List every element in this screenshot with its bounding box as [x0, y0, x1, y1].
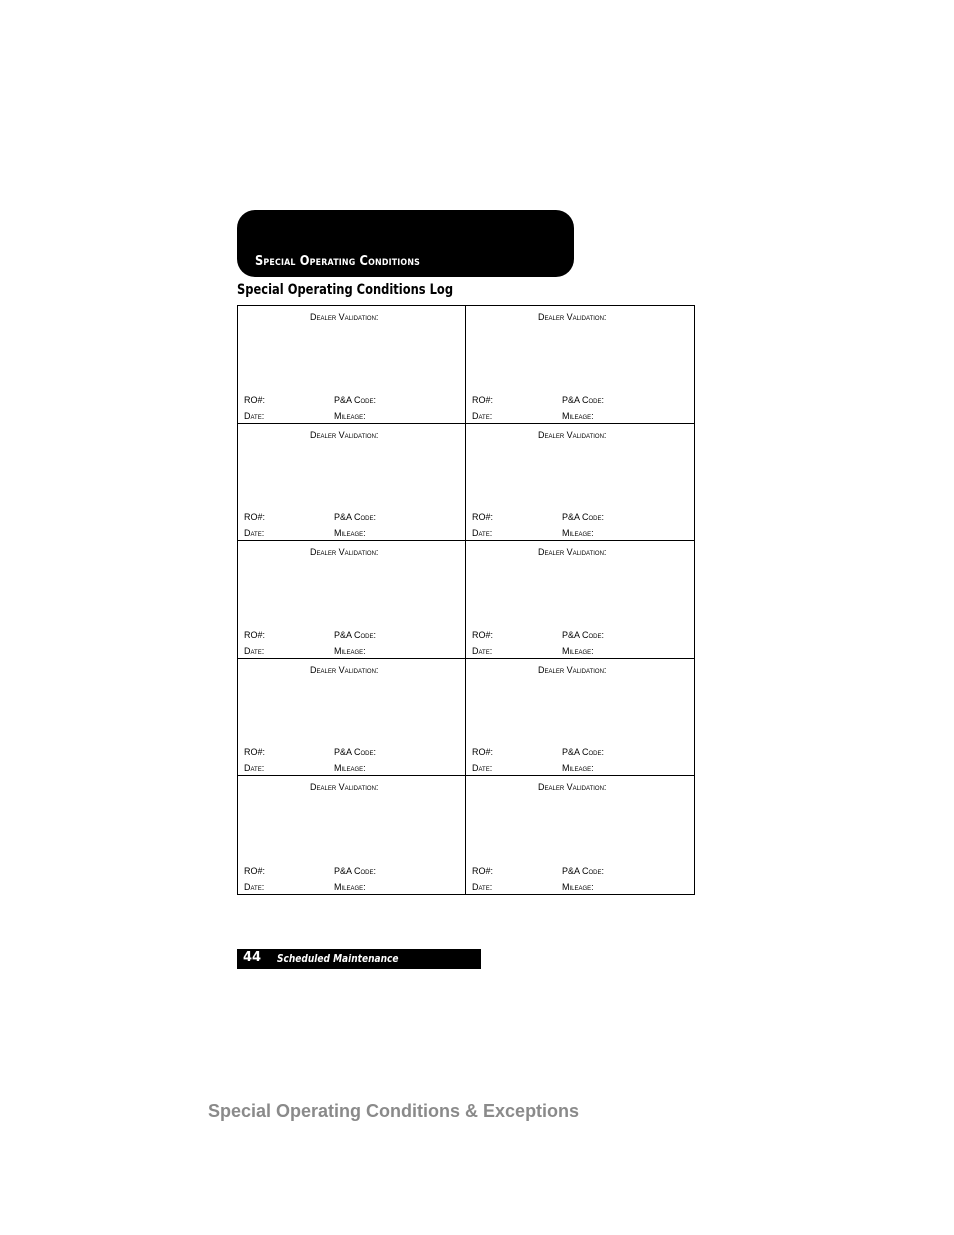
date-label: Date:: [472, 645, 493, 656]
log-title: Special Operating Conditions Log: [237, 282, 454, 298]
dealer-validation-label: Dealer Validation:: [310, 429, 379, 440]
mileage-label: Mileage:: [562, 763, 594, 774]
log-entry-cell: [466, 659, 694, 777]
ro-number-label: RO#:: [472, 629, 494, 640]
ro-number-label: RO#:: [472, 394, 494, 405]
dealer-validation-label: Dealer Validation:: [538, 782, 607, 793]
mileage-label: Mileage:: [334, 763, 366, 774]
log-entry-cell: [466, 424, 694, 542]
log-entry-cell: [238, 541, 466, 659]
mileage-label: Mileage:: [562, 528, 594, 539]
pa-code-label: P&A Code:: [562, 747, 605, 758]
pa-code-label: P&A Code:: [562, 394, 605, 405]
log-entry-cell: [238, 424, 466, 542]
page-number: 44: [243, 950, 262, 965]
footer-label: Scheduled Maintenance: [277, 952, 399, 965]
date-label: Date:: [472, 528, 493, 539]
date-label: Date:: [244, 528, 265, 539]
dealer-validation-label: Dealer Validation:: [538, 547, 607, 558]
dealer-validation-label: Dealer Validation:: [310, 664, 379, 675]
footer-bar: [237, 949, 481, 969]
ro-number-label: RO#:: [244, 865, 266, 876]
pa-code-label: P&A Code:: [334, 629, 377, 640]
date-label: Date:: [244, 410, 265, 421]
log-entry-cell: [238, 659, 466, 777]
date-label: Date:: [244, 763, 265, 774]
pa-code-label: P&A Code:: [562, 865, 605, 876]
dealer-validation-label: Dealer Validation:: [538, 664, 607, 675]
dealer-validation-label: Dealer Validation:: [310, 312, 379, 322]
dealer-validation-label: Dealer Validation:: [310, 547, 379, 558]
ro-number-label: RO#:: [472, 747, 494, 758]
pa-code-label: P&A Code:: [334, 747, 377, 758]
ro-number-label: RO#:: [244, 629, 266, 640]
date-label: Date:: [472, 410, 493, 421]
dealer-validation-label: Dealer Validation:: [310, 782, 379, 793]
section-title: Special Operating Conditions: [255, 254, 421, 269]
log-entry-cell: [466, 306, 694, 424]
date-label: Date:: [472, 763, 493, 774]
mileage-label: Mileage:: [562, 645, 594, 656]
mileage-label: Mileage:: [334, 410, 366, 421]
mileage-label: Mileage:: [562, 410, 594, 421]
log-entry-cell: [466, 776, 694, 894]
dealer-validation-label: Dealer Validation:: [538, 429, 607, 440]
ro-number-label: RO#:: [472, 512, 494, 523]
log-entry-cell: [238, 776, 466, 894]
pa-code-label: P&A Code:: [562, 629, 605, 640]
pa-code-label: P&A Code:: [334, 512, 377, 523]
ro-number-label: RO#:: [244, 747, 266, 758]
date-label: Date:: [244, 881, 265, 892]
ro-number-label: RO#:: [472, 865, 494, 876]
log-entry-cell: [466, 541, 694, 659]
ro-number-label: RO#:: [244, 512, 266, 523]
bottom-title: Special Operating Conditions & Exceptions: [208, 1101, 580, 1121]
mileage-label: Mileage:: [334, 528, 366, 539]
log-entry-cell: [238, 306, 466, 424]
pa-code-label: P&A Code:: [334, 865, 377, 876]
date-label: Date:: [472, 881, 493, 892]
mileage-label: Mileage:: [334, 881, 366, 892]
log-table: [237, 305, 695, 895]
ro-number-label: RO#:: [244, 394, 266, 405]
pa-code-label: P&A Code:: [562, 512, 605, 523]
date-label: Date:: [244, 645, 265, 656]
dealer-validation-label: Dealer Validation:: [538, 312, 607, 322]
mileage-label: Mileage:: [562, 881, 594, 892]
section-header-tab: [237, 210, 574, 277]
pa-code-label: P&A Code:: [334, 394, 377, 405]
mileage-label: Mileage:: [334, 645, 366, 656]
